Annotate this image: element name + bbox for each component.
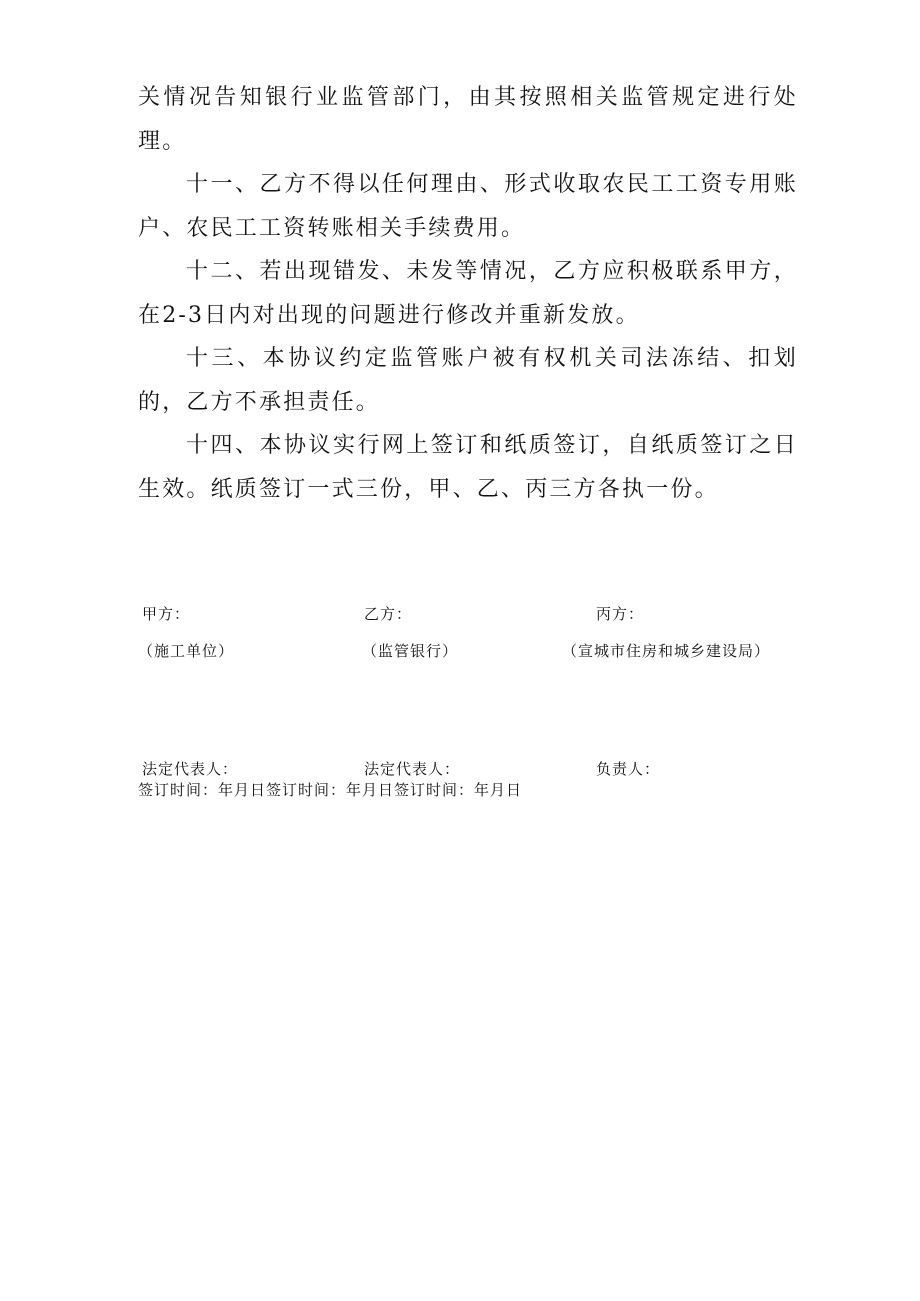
party-a-label: 甲方：	[142, 605, 191, 623]
party-a-unit: （施工单位）	[138, 642, 235, 660]
clause-13: 十三、本协议约定监管账户被有权机关司法冻结、扣划的，乙方不承担责任。	[138, 346, 798, 415]
party-a-representative: 法定代表人：	[142, 760, 239, 778]
party-c-label: 丙方：	[596, 605, 645, 623]
party-c-unit: （宣城市住房和城乡建设局）	[562, 642, 771, 660]
party-b-label: 乙方：	[364, 605, 413, 623]
party-c-representative: 负责人：	[596, 760, 661, 778]
sign-time-line: 签订时间：年月日签订时间：年月日签订时间：年月日	[138, 781, 523, 799]
continuation-paragraph: 关情况告知银行业监管部门，由其按照相关监管规定进行处理。	[138, 85, 798, 154]
clause-11: 十一、乙方不得以任何理由、形式收取农民工工资专用账户、农民工工资转账相关手续费用。	[138, 172, 798, 241]
clause-12: 十二、若出现错发、未发等情况，乙方应积极联系甲方，在2-3日内对出现的问题进行修改并重新发放。	[138, 259, 798, 328]
party-b-unit: （监管银行）	[362, 642, 459, 660]
party-b-representative: 法定代表人：	[364, 760, 461, 778]
clause-14: 十四、本协议实行网上签订和纸质签订，自纸质签订之日生效。纸质签订一式三份，甲、乙、丙三方各执一份。	[138, 433, 798, 502]
